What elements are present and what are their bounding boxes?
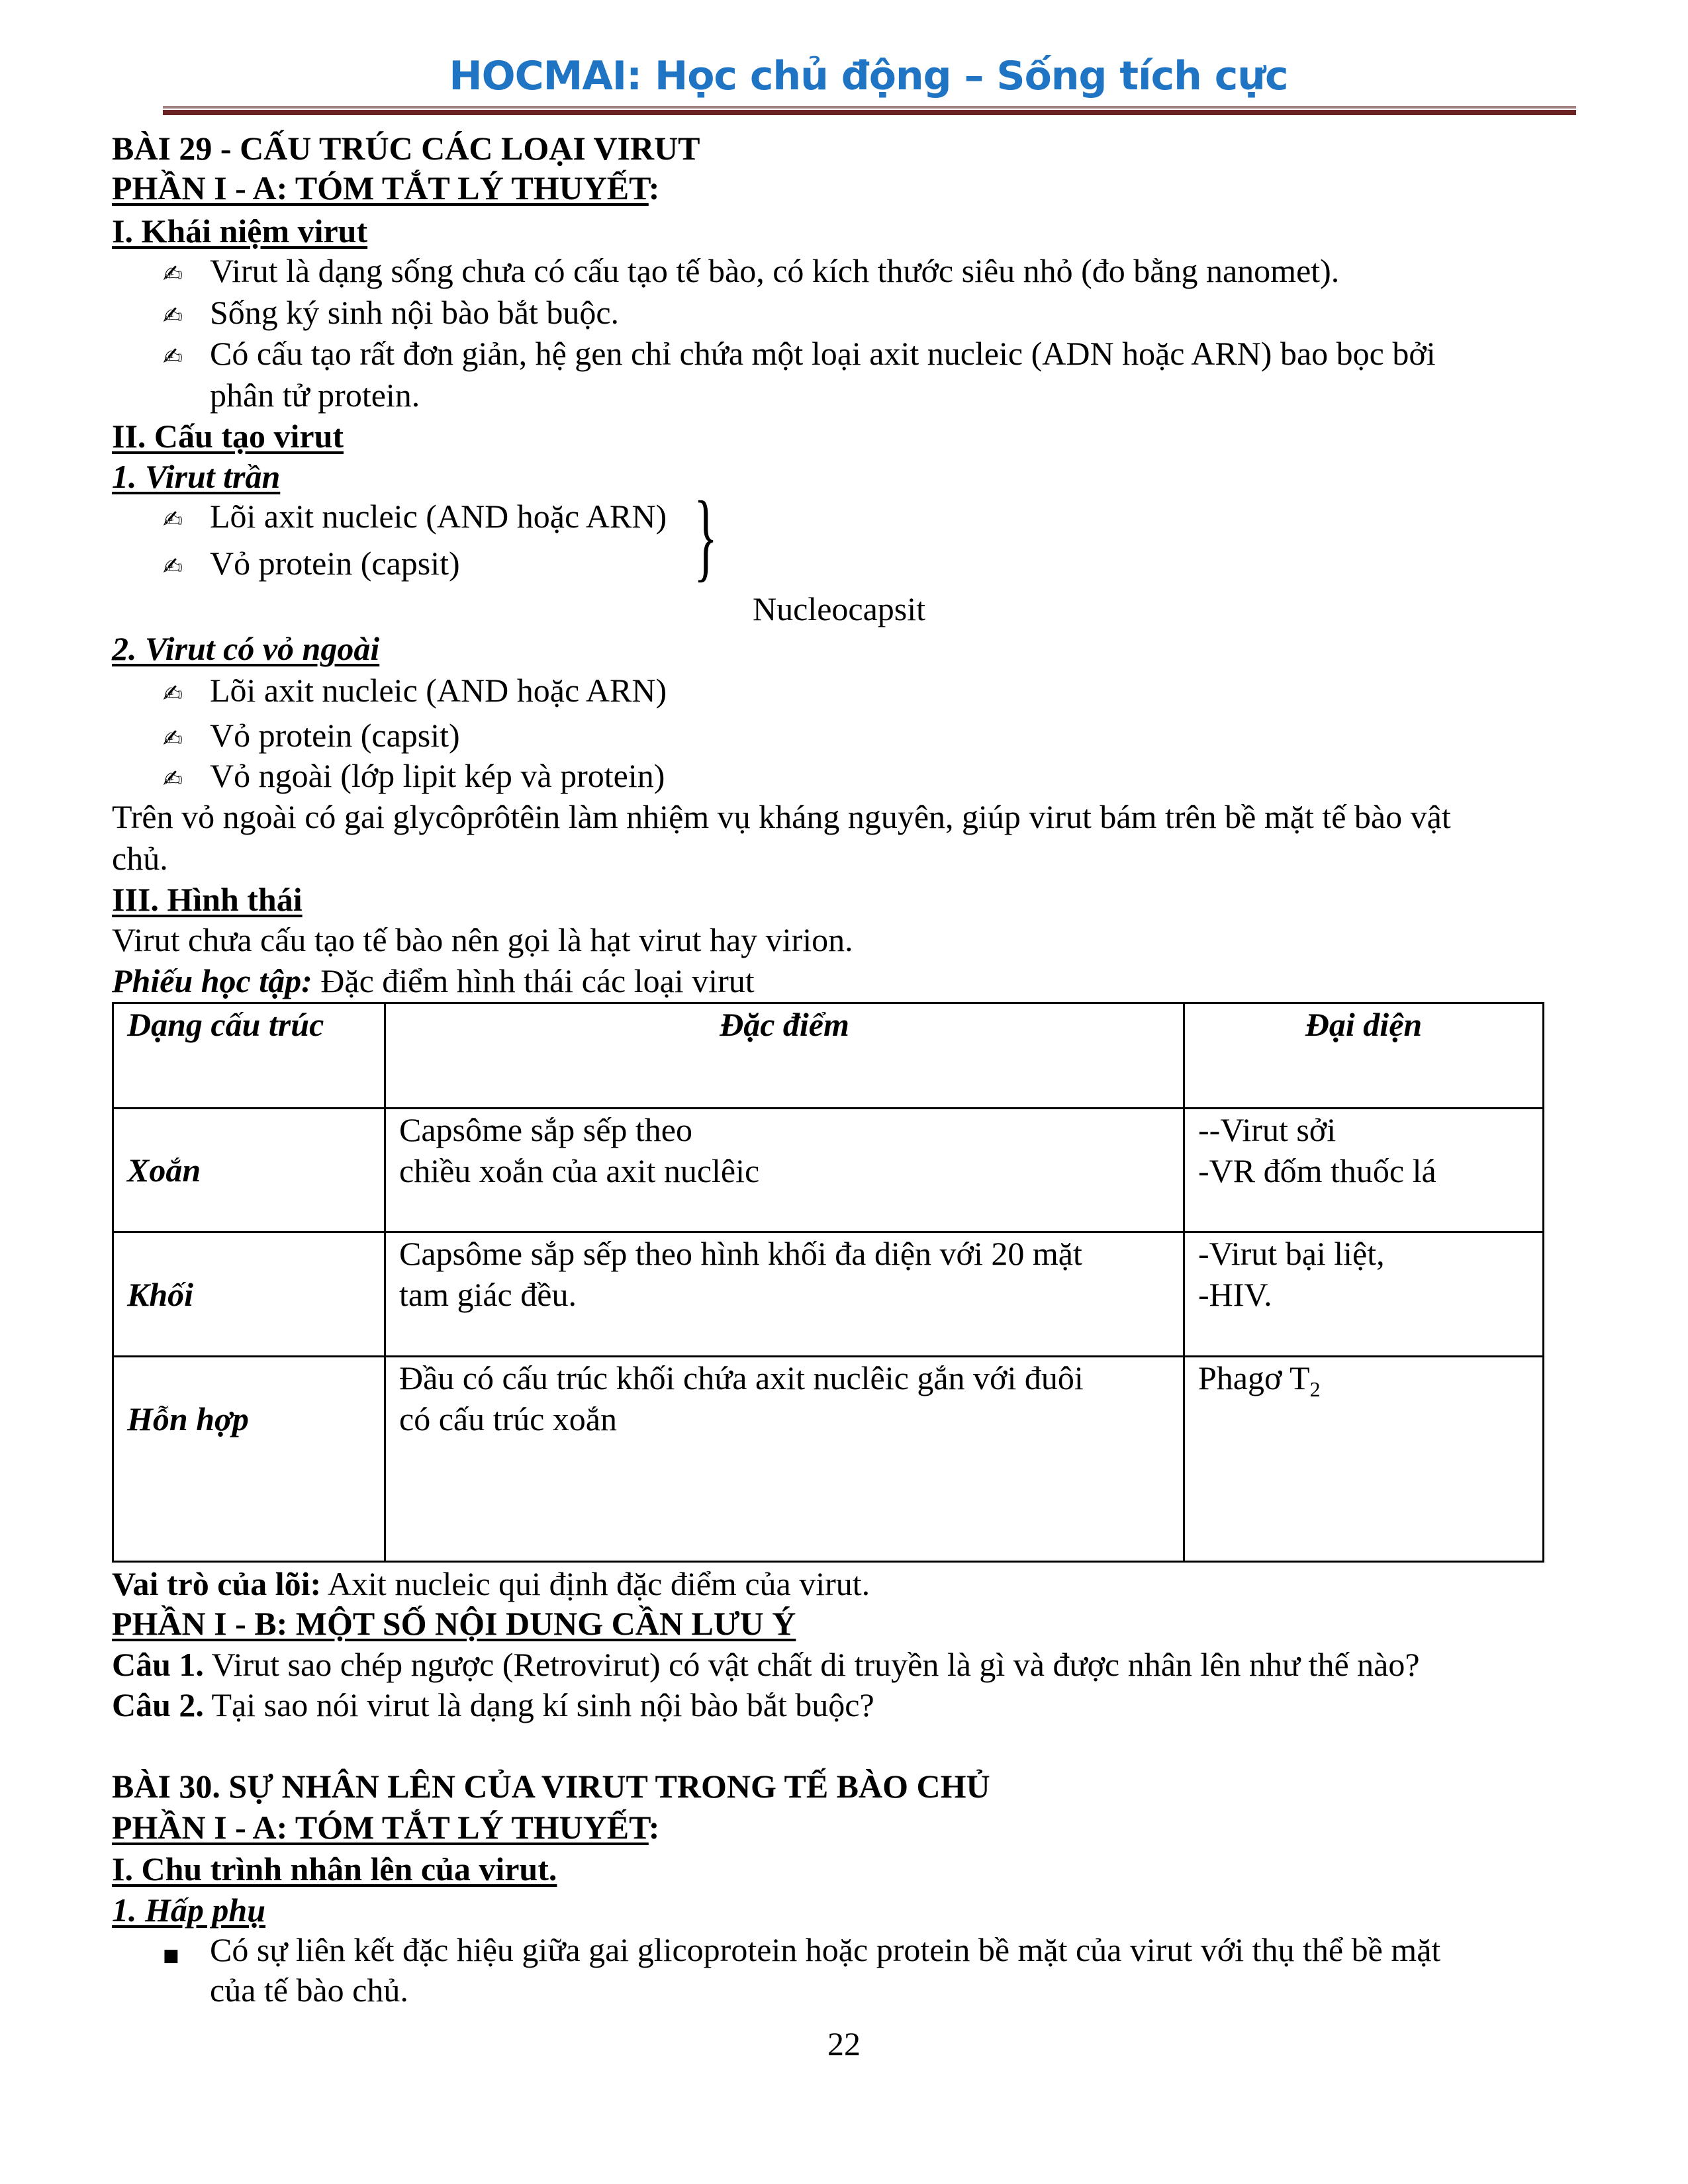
table-row xyxy=(113,1232,1544,1357)
cell-type: Xoắn xyxy=(113,1109,385,1232)
cell-type: Hỗn hợp xyxy=(113,1357,385,1562)
paragraph: Vai trò của lõi: Axit nucleic qui định đặc điểm của virut. xyxy=(112,1565,870,1602)
subsection-heading: 1. Hấp phụ xyxy=(112,1891,266,1929)
section-heading: II. Cấu tạo virut xyxy=(112,418,344,455)
table-row xyxy=(113,1357,1544,1562)
worksheet-caption: Phiếu học tập: Đặc điểm hình thái các loại virut xyxy=(112,962,755,999)
lesson-title: BÀI 29 - CẤU TRÚC CÁC LOẠI VIRUT xyxy=(112,130,700,167)
writing-hand-icon: ✍ xyxy=(163,302,183,330)
list-item: ✍ Lõi axit nucleic (AND hoặc ARN) xyxy=(163,670,667,711)
subsection-heading: 2. Virut có vỏ ngoài xyxy=(112,630,380,667)
part-a-heading xyxy=(112,167,659,208)
list-item-continuation: phân tử protein. xyxy=(210,377,420,414)
curly-brace-icon: } xyxy=(694,481,718,591)
section-heading: I. Chu trình nhân lên của virut. xyxy=(112,1850,557,1888)
list-item: ✍ Vỏ protein (capsit) xyxy=(163,543,460,584)
column-header: Dạng cấu trúc xyxy=(113,1003,385,1109)
list-item: ✍ Virut là dạng sống chưa có cấu tạo tế bào, có kích thước siêu nhỏ (đo bằng nanomet). xyxy=(163,250,1339,291)
part-a-label: PHẦN I - A: TÓM TẮT LÝ THUYẾT xyxy=(112,169,649,206)
list-item: ✍ Vỏ ngoài (lớp lipit kép và protein) xyxy=(163,755,665,796)
lesson-title: BÀI 30. SỰ NHÂN LÊN CỦA VIRUT TRONG TẾ BÀO CHỦ xyxy=(112,1768,990,1805)
virus-morphology-table xyxy=(112,1002,1544,1563)
cell-features: Capsôme sắp sếp theo chiều xoắn của axit nuclêic xyxy=(385,1109,1184,1232)
part-a-heading: PHẦN I - A: TÓM TẮT LÝ THUYẾT: xyxy=(112,1809,660,1846)
paragraph: Virut chưa cấu tạo tế bào nên gọi là hạt virut hay virion. xyxy=(112,921,853,958)
writing-hand-icon: ✍ xyxy=(163,506,183,533)
writing-hand-icon: ✍ xyxy=(163,343,183,371)
list-item: ✍ Vỏ protein (capsit) xyxy=(163,715,460,756)
header-rule-thick xyxy=(163,110,1576,115)
list-item: ✍ Có cấu tạo rất đơn giản, hệ gen chỉ chứa một loại axit nucleic (ADN hoặc ARN) bao bọc bởi xyxy=(163,333,1436,374)
colon: : xyxy=(648,169,660,206)
question-2: Câu 2. Tại sao nói virut là dạng kí sinh nội bào bắt buộc? xyxy=(112,1686,874,1723)
cell-examples: -Virut bại liệt, -HIV. xyxy=(1184,1232,1544,1357)
nucleocapsit-label: Nucleocapsit xyxy=(753,590,926,627)
section-heading: I. Khái niệm virut xyxy=(112,212,368,250)
part-b-heading: PHẦN I - B: MỘT SỐ NỘI DUNG CẦN LƯU Ý xyxy=(112,1605,796,1642)
square-bullet-icon: ■ xyxy=(163,1946,179,1966)
section-heading: III. Hình thái xyxy=(112,881,303,918)
column-header: Đại diện xyxy=(1184,1003,1544,1109)
header-rule-thin xyxy=(163,106,1576,109)
list-item: ✍ Lõi axit nucleic (AND hoặc ARN) xyxy=(163,496,667,537)
writing-hand-icon: ✍ xyxy=(163,261,183,288)
cell-type: Khối xyxy=(113,1232,385,1357)
header-title: HOCMAI: Học chủ động – Sống tích cực xyxy=(449,53,1288,99)
table-header-row xyxy=(113,1003,1544,1109)
table-row xyxy=(113,1109,1544,1232)
writing-hand-icon: ✍ xyxy=(163,725,183,752)
cell-examples: Phagơ $T_2$ xyxy=(1184,1357,1544,1562)
list-item-continuation: của tế bào chủ. xyxy=(210,1972,408,2009)
paragraph: chủ. xyxy=(112,840,168,877)
list-item: ✍ Sống ký sinh nội bào bắt buộc. xyxy=(163,292,619,333)
paragraph: Trên vỏ ngoài có gai glycôprôtêin làm nhiệm vụ kháng nguyên, giúp virut bám trên bề mặt tế bào vật xyxy=(112,798,1451,835)
cell-examples: --Virut sởi -VR đốm thuốc lá xyxy=(1184,1109,1544,1232)
list-item: ■ Có sự liên kết đặc hiệu giữa gai glicoprotein hoặc protein bề mặt của virut với thụ thể bề mặt xyxy=(163,1929,1440,1970)
page-number: 22 xyxy=(827,2025,861,2062)
question-1: Câu 1. Virut sao chép ngược (Retrovirut) có vật chất di truyền là gì và được nhân lên như thế nào? xyxy=(112,1646,1420,1683)
subsection-heading: 1. Virut trần xyxy=(112,458,281,495)
writing-hand-icon: ✍ xyxy=(163,766,183,793)
column-header: Đặc điểm xyxy=(385,1003,1184,1109)
writing-hand-icon: ✍ xyxy=(163,553,183,580)
writing-hand-icon: ✍ xyxy=(163,680,183,707)
cell-features: Capsôme sắp sếp theo hình khối đa diện với 20 mặt tam giác đều. xyxy=(385,1232,1184,1357)
cell-features: Đầu có cấu trúc khối chứa axit nuclêic gắn với đuôi có cấu trúc xoắn xyxy=(385,1357,1184,1562)
